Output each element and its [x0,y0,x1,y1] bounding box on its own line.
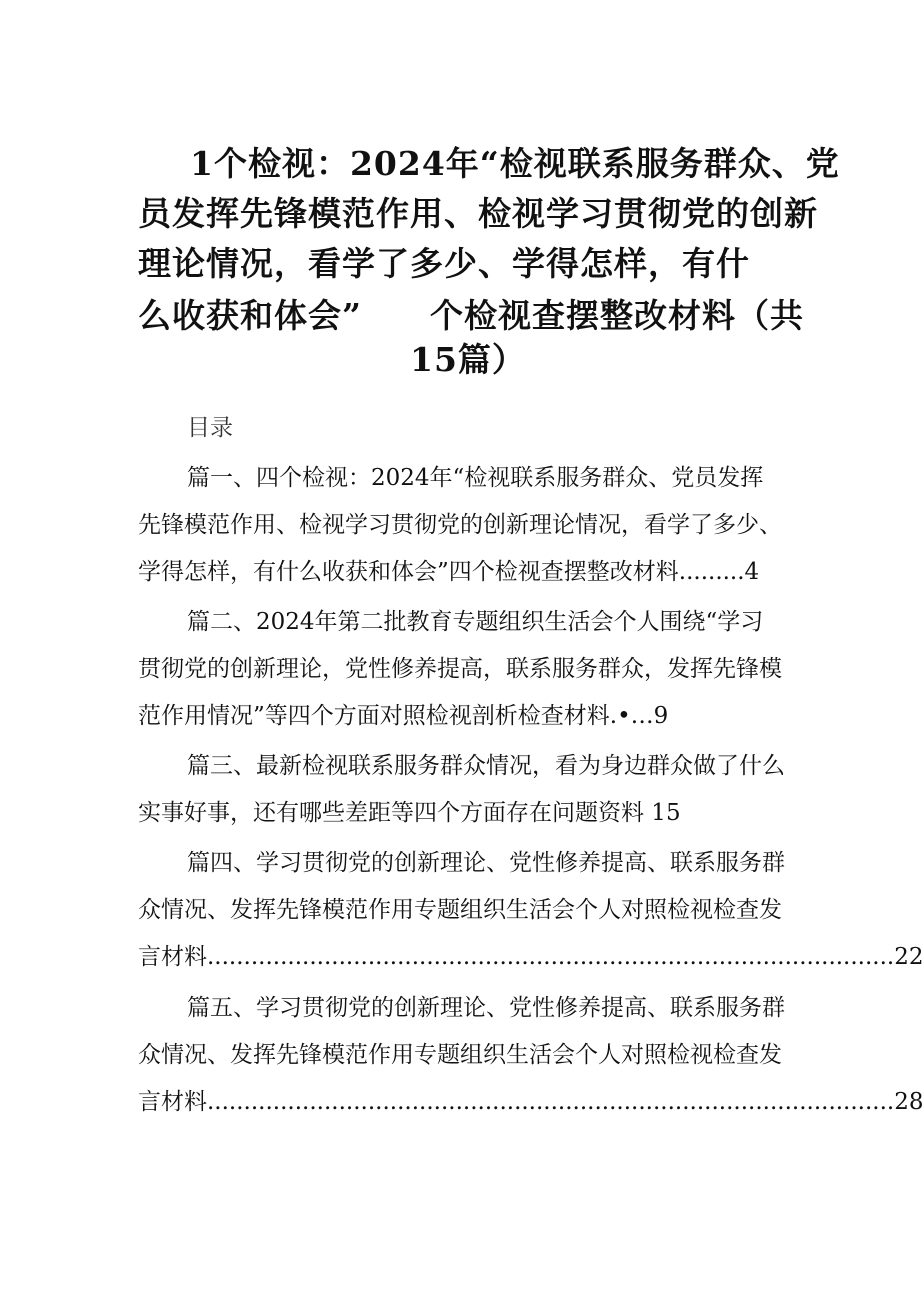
toc-entry-5-line-3[interactable]: 言材料..............................................................................................28 [138,1089,924,1115]
document-title-line-3: 理论情况，看学了多少、学得怎样，有什 [138,244,750,283]
toc-entry-5-line-2[interactable]: 众情况、发挥先锋模范作用专题组织生活会个人对照检视检查发 [138,1042,782,1068]
toc-entry-2-line-2[interactable]: 贯彻党的创新理论，党性修养提高，联系服务群众，发挥先锋模 [138,656,782,682]
document-title-line-5: 15篇） [410,340,526,379]
document-title-line-4: 么收获和体会” 个检视查摆整改材料（共 [138,296,804,335]
toc-entry-5-line-1[interactable]: 篇五、学习贯彻党的创新理论、党性修养提高、联系服务群 [187,995,785,1021]
toc-entry-3-line-2[interactable]: 实事好事，还有哪些差距等四个方面存在问题资料 15 [138,800,681,826]
toc-entry-4-line-1[interactable]: 篇四、学习贯彻党的创新理论、党性修养提高、联系服务群 [187,850,785,876]
toc-entry-1-line-1[interactable]: 篇一、四个检视：2024年“检视联系服务群众、党员发挥 [187,465,764,491]
toc-entry-3-line-1[interactable]: 篇三、最新检视联系服务群众情况，看为身边群众做了什么 [187,753,785,779]
toc-entry-4-line-3[interactable]: 言材料..............................................................................................22 [138,944,924,970]
toc-entry-4-line-2[interactable]: 众情况、发挥先锋模范作用专题组织生活会个人对照检视检查发 [138,897,782,923]
toc-label: 目录 [187,415,233,441]
document-title-line-1: 1个检视：2024年“检视联系服务群众、党 [190,144,840,183]
toc-entry-2-line-3[interactable]: 范作用情况”等四个方面对照检视剖析检查材料.•…9 [138,703,669,729]
toc-entry-1-line-2[interactable]: 先锋模范作用、检视学习贯彻党的创新理论情况，看学了多少、 [138,512,782,538]
toc-entry-2-line-1[interactable]: 篇二、2024年第二批教育专题组织生活会个人围绕“学习 [187,609,764,635]
toc-entry-1-line-3[interactable]: 学得怎样，有什么收获和体会”四个检视查摆整改材料.........4 [138,559,760,585]
document-title-line-2: 员发挥先锋模范作用、检视学习贯彻党的创新 [138,194,818,233]
